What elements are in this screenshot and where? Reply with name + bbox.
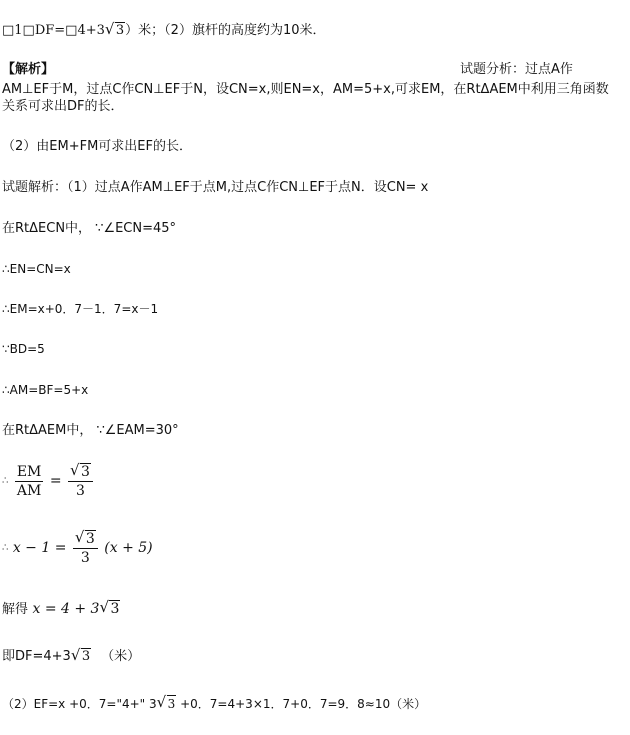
- solution-step-6: 在RtΔAEM中， ∵∠EAM=30°: [2, 423, 179, 438]
- part-2-ef: [2, 695, 426, 712]
- answer-rest: ）米；（2）旗杆的高度约为10米．: [125, 23, 326, 38]
- solution-step-3: ∴EM=x+0．7－1．7=x－1: [2, 302, 159, 316]
- equation-x-minus-1: [2, 530, 153, 566]
- part-2-suffix: +0．7=4+3×1．7+0．7=9．8≈10（米）: [176, 697, 427, 711]
- sqrt-symbol: [75, 530, 96, 547]
- sqrt-radicand: 3: [167, 697, 176, 711]
- therefore-symbol: ∴: [2, 475, 9, 487]
- analysis-side-note: 试题分析：过点A作: [460, 62, 573, 77]
- fraction-numerator-sqrt: [73, 530, 98, 549]
- sqrt-symbol: [71, 648, 91, 665]
- analysis-heading: 【解析】: [2, 62, 55, 77]
- fraction-denominator: AM: [16, 482, 42, 499]
- equation-em-am-ratio: [2, 463, 95, 499]
- solve-label: 解得: [2, 602, 29, 617]
- analysis-line-2: AM⊥EF于M，过点C作CN⊥EF于N，设CN=x,则EN=x，AM=5+x,可求EM，在RtΔAEM中利用三角函数: [2, 82, 609, 97]
- solution-step-1: 在RtΔECN中， ∵∠ECN=45°: [2, 221, 177, 236]
- equation-solution-x: [2, 598, 120, 617]
- fraction-denominator: 3: [76, 483, 85, 499]
- sqrt-radicand: 3: [110, 601, 120, 617]
- equation-lhs: x = 4 + 3: [32, 601, 100, 617]
- therefore-symbol: ∴: [2, 542, 9, 554]
- solution-step-4: ∵BD=5: [2, 342, 45, 356]
- result-df-unit: （米）: [101, 649, 141, 664]
- equation-lhs: x − 1 =: [12, 540, 67, 556]
- fraction-sqrt3-over-3: [68, 463, 93, 499]
- sqrt-radicand: 3: [85, 531, 95, 547]
- result-df-prefix: 即DF=4+3: [2, 649, 71, 664]
- answer-line: [2, 22, 326, 39]
- fraction-denominator: 3: [80, 550, 90, 566]
- equation-rhs: (x + 5): [104, 540, 153, 556]
- answer-prefix: □1□DF=□4+3: [2, 23, 105, 38]
- sqrt-symbol: [105, 22, 125, 39]
- sqrt-radicand: 3: [115, 23, 125, 38]
- sqrt-radicand: 3: [81, 649, 91, 664]
- fraction-numerator: EM: [16, 463, 42, 480]
- result-df: [2, 648, 140, 665]
- part-2-prefix: （2）EF=x +0．7="4+" 3: [2, 697, 157, 711]
- sqrt-symbol: [99, 600, 120, 617]
- fraction-numerator-sqrt: [68, 463, 93, 482]
- fraction-sqrt3-over-3: [73, 530, 98, 566]
- solution-step-2: ∴EN=CN=x: [2, 262, 71, 276]
- solution-intro: 试题解析：（1）过点A作AM⊥EF于点M,过点C作CN⊥EF于点N．设CN= x: [2, 180, 429, 195]
- analysis-line-3: 关系可求出DF的长．: [2, 99, 124, 114]
- sqrt-symbol: [157, 695, 177, 712]
- fraction-em-am: [15, 464, 44, 499]
- solution-step-5: ∴AM=BF=5+x: [2, 383, 89, 397]
- sqrt-radicand: 3: [81, 464, 90, 480]
- equals-sign: =: [49, 473, 62, 489]
- sqrt-symbol: [70, 463, 91, 480]
- analysis-line-4: （2）由EM+FM可求出EF的长．: [2, 139, 192, 154]
